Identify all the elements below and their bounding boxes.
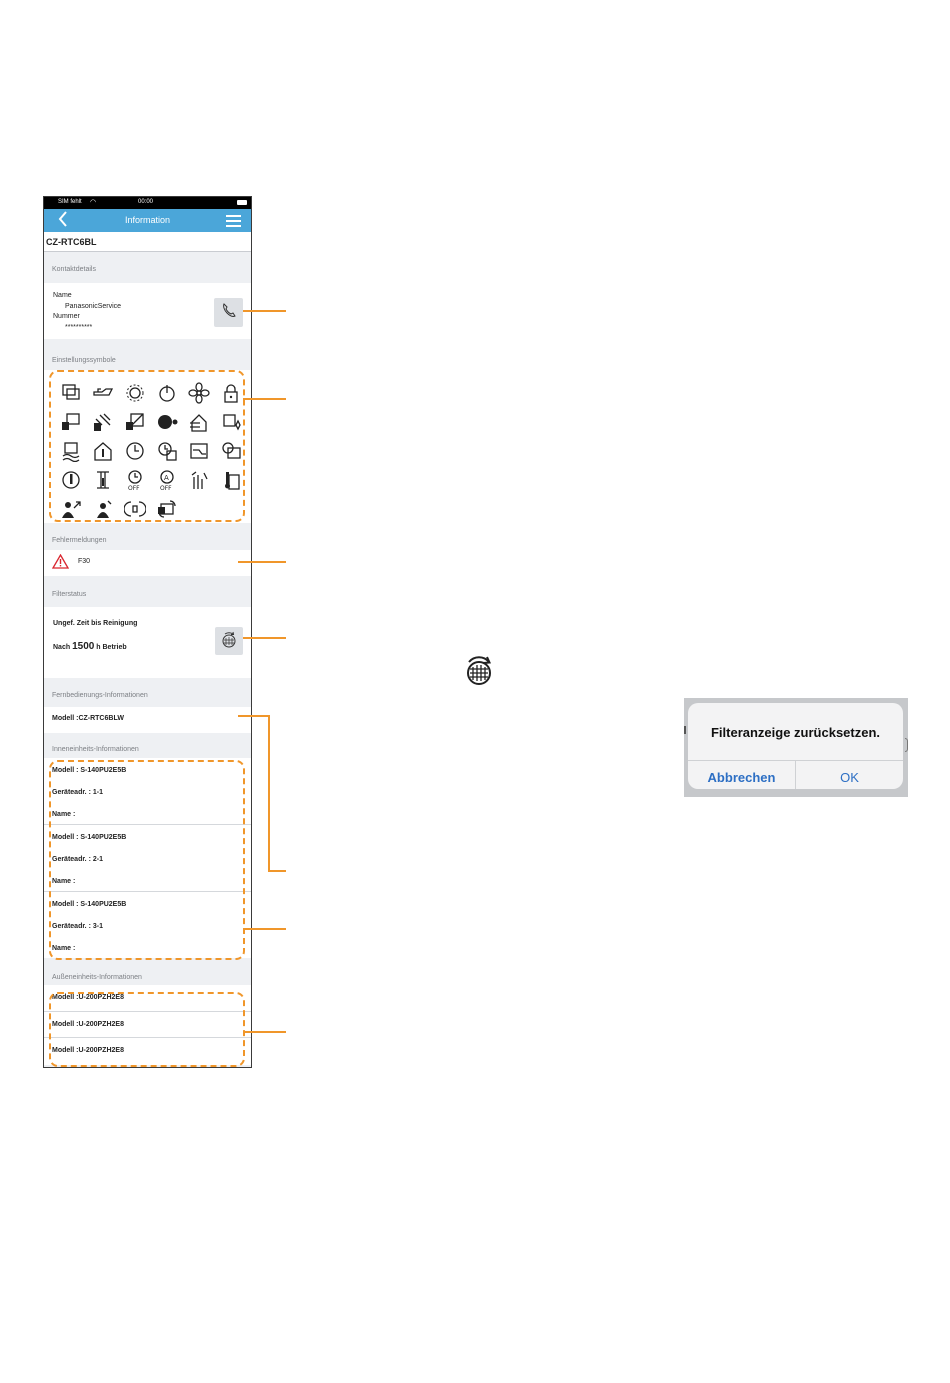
edge-fragment: [905, 738, 908, 752]
unit-cycle-icon: [151, 494, 183, 523]
locked-window-icon: [119, 407, 151, 436]
section-header-contact: Kontaktdetails: [52, 266, 96, 273]
number-label: Nummer: [53, 313, 80, 320]
dialog-screenshot: [684, 698, 908, 797]
callout-indoor: [243, 928, 286, 930]
filter-label: Ungef. Zeit bis Reinigung: [53, 620, 138, 627]
outdoor-model: Modell :U-200PZH2E8: [44, 1012, 251, 1039]
clock-icon: [119, 436, 151, 465]
callout-remote-b: [268, 715, 270, 872]
page-title: Information: [124, 215, 171, 225]
callout-filter: [243, 637, 286, 639]
indoor-unit: [44, 758, 251, 825]
name-label: Name: [53, 292, 72, 299]
chart-screen-icon: [215, 436, 247, 465]
thermo-range-icon: [87, 465, 119, 494]
filter-card: [44, 607, 251, 678]
thermometer-panel-icon: [215, 465, 247, 494]
power-icon: [151, 378, 183, 407]
dialog-message: Filteranzeige zurücksetzen.: [710, 725, 881, 740]
filter-reset-icon: [220, 631, 238, 651]
wifi-icon: ◠: [90, 199, 97, 206]
floor-wave-icon: [55, 436, 87, 465]
timer-off-icon: [119, 465, 151, 494]
rotation-icon: [119, 494, 151, 523]
filter-hours: 1500: [72, 641, 95, 652]
indoor-unit: [44, 892, 251, 958]
reset-filter-dialog: [688, 703, 903, 789]
battery-icon: [237, 200, 247, 205]
filter-reset-icon: [462, 654, 496, 693]
number-value: **********: [65, 323, 93, 331]
error-row: [44, 550, 251, 576]
indoor-model: Modell : S-140PU2E5B: [52, 834, 127, 841]
outdoor-model: Modell :U-200PZH2E8: [52, 1047, 124, 1054]
section-header-filter: Filterstatus: [52, 591, 87, 598]
screen-copy-icon: [55, 378, 87, 407]
lock-icon: [215, 378, 247, 407]
locked-sun-icon: [87, 407, 119, 436]
remote-model: Modell :CZ-RTC6BLW: [44, 707, 251, 733]
indoor-model: Modell : S-140PU2E5B: [52, 901, 127, 908]
house-thermo-icon: [87, 436, 119, 465]
callout-contact: [243, 310, 286, 312]
oil-can-icon: [87, 378, 119, 407]
svg-text:OFF: OFF: [160, 484, 172, 491]
cancel-button[interactable]: Abbrechen: [707, 770, 776, 785]
edge-fragment: [684, 726, 686, 734]
locked-panel-icon: [55, 407, 87, 436]
indoor-address: Geräteadr. : 1-1: [52, 789, 103, 796]
circle-temp-icon: [55, 465, 87, 494]
indoor-unit: [44, 825, 251, 892]
callout-remote-c: [268, 870, 286, 872]
phone-icon: [220, 301, 238, 324]
device-name: CZ-RTC6BL: [44, 232, 251, 252]
clock-label: 00:00: [138, 199, 154, 205]
error-code: F30: [78, 558, 91, 565]
symbol-grid: [44, 378, 251, 523]
callout-remote-a: [238, 715, 268, 717]
contact-card: [44, 283, 251, 339]
hand-swipe-icon: [183, 465, 215, 494]
clock-calendar-icon: [151, 436, 183, 465]
call-button[interactable]: [214, 298, 243, 327]
menu-icon[interactable]: [226, 215, 241, 230]
fan-icon: [183, 378, 215, 407]
filter-prefix: Nach: [53, 644, 71, 651]
nav-bar: [44, 209, 251, 232]
svg-text:OFF: OFF: [128, 484, 140, 491]
indoor-name: Name :: [52, 811, 76, 818]
section-header-remote: Fernbedienungs-Informationen: [52, 692, 148, 699]
name-value: PanasonicService: [65, 302, 122, 310]
indoor-address: Geräteadr. : 3-1: [52, 923, 103, 930]
house-arrow-icon: [183, 407, 215, 436]
ok-button[interactable]: OK: [840, 770, 859, 785]
callout-outdoor: [243, 1031, 286, 1033]
warning-icon: [52, 554, 69, 571]
symbols-panel: [44, 370, 251, 523]
filter-suffix: h Betrieb: [96, 644, 127, 651]
window-sparkle-icon: [215, 407, 247, 436]
section-header-outdoor: Außeneinheits-Informationen: [52, 974, 142, 981]
indoor-name: Name :: [52, 945, 76, 952]
quiet-mode-icon: [151, 407, 183, 436]
indoor-model: Modell : S-140PU2E5B: [52, 767, 127, 774]
outdoor-list: [44, 985, 251, 1065]
phone-screen: [43, 196, 252, 1068]
indoor-list: [44, 758, 251, 958]
auto-off-icon: [151, 465, 183, 494]
section-header-symbols: Einstellungssymbole: [52, 357, 116, 364]
callout-errors: [238, 561, 286, 563]
filter-reset-button[interactable]: [215, 627, 243, 655]
schedule-icon: [183, 436, 215, 465]
indoor-address: Geräteadr. : 2-1: [52, 856, 103, 863]
sun-gear-icon: [119, 378, 151, 407]
section-header-errors: Fehlermeldungen: [52, 537, 107, 544]
section-header-indoor: Inneneinheits-Informationen: [52, 746, 139, 753]
indoor-name: Name :: [52, 878, 76, 885]
status-bar: [44, 197, 251, 209]
person-sensor-icon: [87, 494, 119, 523]
svg-text:A: A: [164, 473, 169, 482]
person-arrow-icon: [55, 494, 87, 523]
outdoor-model: Modell :U-200PZH2E8: [44, 985, 251, 1012]
callout-symbols: [243, 398, 286, 400]
carrier-label: SIM fehlt: [58, 199, 82, 205]
